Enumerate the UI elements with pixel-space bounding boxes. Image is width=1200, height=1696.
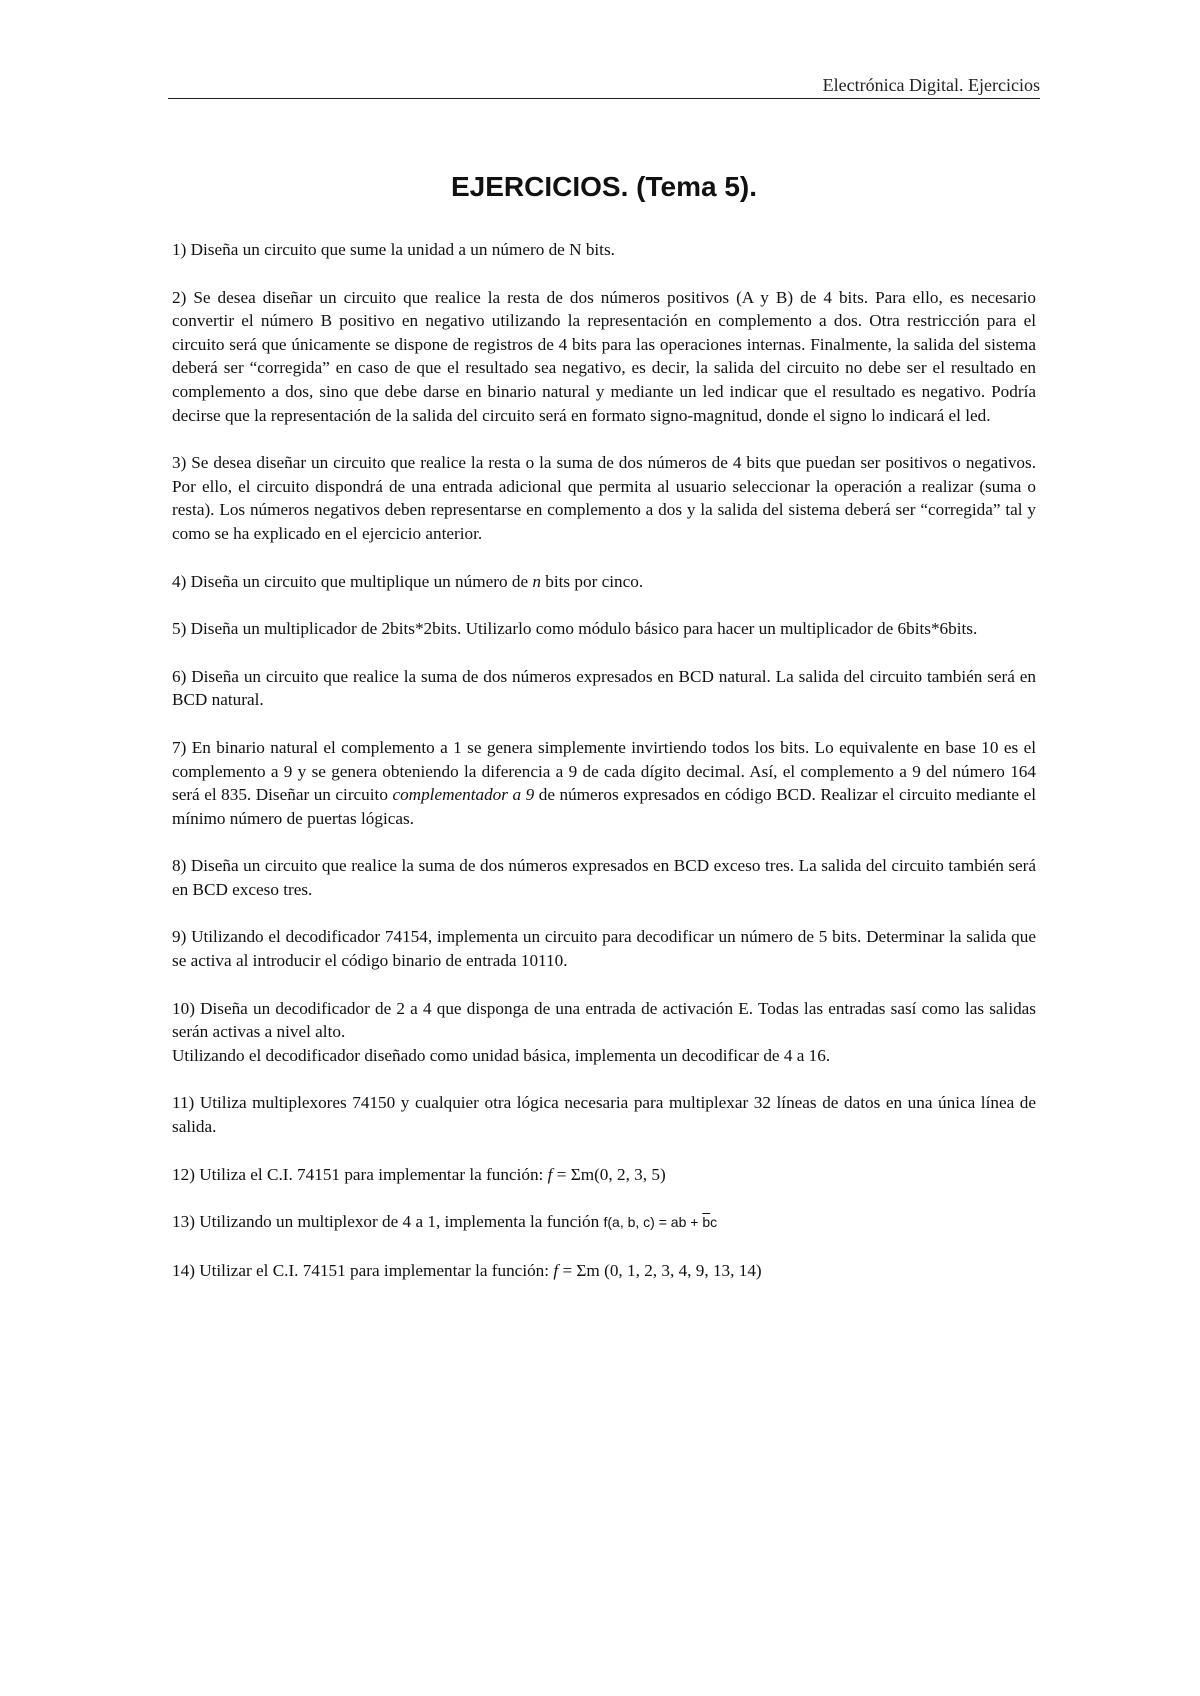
- exercise-4-text-end: bits por cinco.: [540, 571, 644, 591]
- exercise-14-text: 14) Utilizar el C.I. 74151 para implementar la función:: [172, 1260, 554, 1280]
- exercise-13-formula-negated-term: $\overline{b}$: [702, 1214, 711, 1231]
- exercise-8-text: 8) Diseña un circuito que realice la suma de dos números expresados en BCD exceso tres. La salida del circuito también será en BCD exceso tres.: [172, 856, 1036, 899]
- exercise-5-text: 5) Diseña un multiplicador de 2bits*2bits. Utilizarlo como módulo básico para hacer un multiplicador de 6bits*6bits.: [172, 619, 978, 639]
- exercise-4: [172, 570, 1036, 594]
- exercise-1: [172, 238, 1036, 262]
- exercise-list: [172, 238, 1036, 1306]
- exercise-12-function-name: f: [547, 1164, 553, 1184]
- page-title: EJERCICIOS. (Tema 5).: [450, 171, 757, 202]
- exercise-14-formula: [553, 1261, 761, 1280]
- exercise-14: [172, 1259, 1036, 1283]
- exercise-2: [172, 286, 1036, 428]
- exercise-11-text: 11) Utiliza multiplexores 74150 y cualquier otra lógica necesaria para multiplexar 32 líneas de datos en una única línea de salida.: [172, 1093, 1036, 1137]
- exercise-7-emphasis: complementador a 9: [392, 785, 535, 805]
- exercise-14-function-body: = Σm (0, 1, 2, 3, 4, 9, 13, 14): [558, 1260, 762, 1280]
- exercise-13-formula-tail: c: [710, 1214, 718, 1231]
- exercise-5: [172, 617, 1036, 641]
- running-header: Electrónica Digital. Ejercicios: [822, 75, 1040, 95]
- exercise-7-text-end: de números expresados en código BCD. Realizar el circuito mediante el mínimo número de puertas lógicas.: [172, 785, 1036, 828]
- exercise-13: [172, 1210, 1036, 1235]
- exercise-1-text: 1) Diseña un circuito que sume la unidad a un número de N bits.: [172, 240, 615, 259]
- exercise-9-text: 9) Utilizando el decodificador 74154, implementa un circuito para decodificar un número de 5 bits. Determinar la salida que se activa al introducir el código binario de entrada 10110.: [172, 927, 1036, 971]
- exercise-7-text-start: 7) En binario natural el complemento a 1 se genera simplemente invirtiendo todos los bits. Lo equivalente en base 10 es el complemento a 9 y se genera obteniendo la diferencia a 9 de cada dígito decimal. Así, el complemento a 9 del número 164 será el 835. Diseñar un circuito: [172, 737, 1036, 805]
- exercise-3-text: 3) Se desea diseñar un circuito que realice la resta o la suma de dos números de 4 bits que puedan ser positivos o negativos. Por ello, el circuito dispondrá de una entrada adicional que permita al usuario seleccionar la operación a realizar (suma o resta). Los números negativos deben representarse en complemento a dos y la salida del sistema deberá ser “corregida” tal y como se ha explicado en el ejercicio anterior.: [172, 453, 1036, 543]
- exercise-8: [172, 854, 1036, 901]
- exercise-9: [172, 925, 1036, 972]
- exercise-13-text: 13) Utilizando un multiplexor de 4 a 1, implementa la función: [172, 1212, 604, 1232]
- exercise-4-emphasis: n: [532, 571, 541, 591]
- exercise-13-formula: [604, 1214, 718, 1230]
- exercise-3: [172, 451, 1036, 545]
- exercise-12-formula: [548, 1165, 666, 1184]
- exercise-7: [172, 736, 1036, 830]
- exercise-6: [172, 665, 1036, 712]
- exercise-10-text-continued: Utilizando el decodificador diseñado como unidad básica, implementa un decodificar de 4 a 16.: [172, 1045, 831, 1065]
- exercise-12-text: 12) Utiliza el C.I. 74151 para implementar la función:: [172, 1164, 548, 1184]
- header-divider: [168, 98, 1040, 99]
- exercise-10-text: 10) Diseña un decodificador de 2 a 4 que disponga de una entrada de activación E. Todas las entradas sasí como las salidas serán activas a nivel alto.: [172, 998, 1036, 1042]
- exercise-12-function-body: = Σm(0, 2, 3, 5): [552, 1164, 666, 1184]
- exercise-6-text: 6) Diseña un circuito que realice la suma de dos números expresados en BCD natural. La salida del circuito también será en BCD natural.: [172, 666, 1036, 710]
- exercise-2-text: 2) Se desea diseñar un circuito que realice la resta de dos números positivos (A y B) de 4 bits. Para ello, es necesario convertir el número B positivo en negativo utilizando la representación en complemento a dos. Otra restricción para el circuito será que únicamente se dispone de registros de 4 bits para las operaciones internas. Finalmente, la salida del sistema deberá ser “corregida” en caso de que el resultado sea negativo, es decir, la salida del circuito no debe ser el resultado en complemento a dos, sino que debe darse en binario natural y mediante un led indicar que el resultado es negativo. Podría decirse que la representación de la salida del circuito será en formato signo-magnitud, donde el signo lo indicará el led.: [172, 287, 1036, 425]
- exercise-14-function-name: f: [553, 1260, 559, 1280]
- exercise-11: [172, 1091, 1036, 1138]
- exercise-13-formula-main: f(a, b, c) = ab +: [603, 1214, 703, 1231]
- exercise-12: [172, 1163, 1036, 1187]
- exercise-4-text-start: 4) Diseña un circuito que multiplique un número de: [172, 571, 533, 591]
- exercise-10: [172, 997, 1036, 1068]
